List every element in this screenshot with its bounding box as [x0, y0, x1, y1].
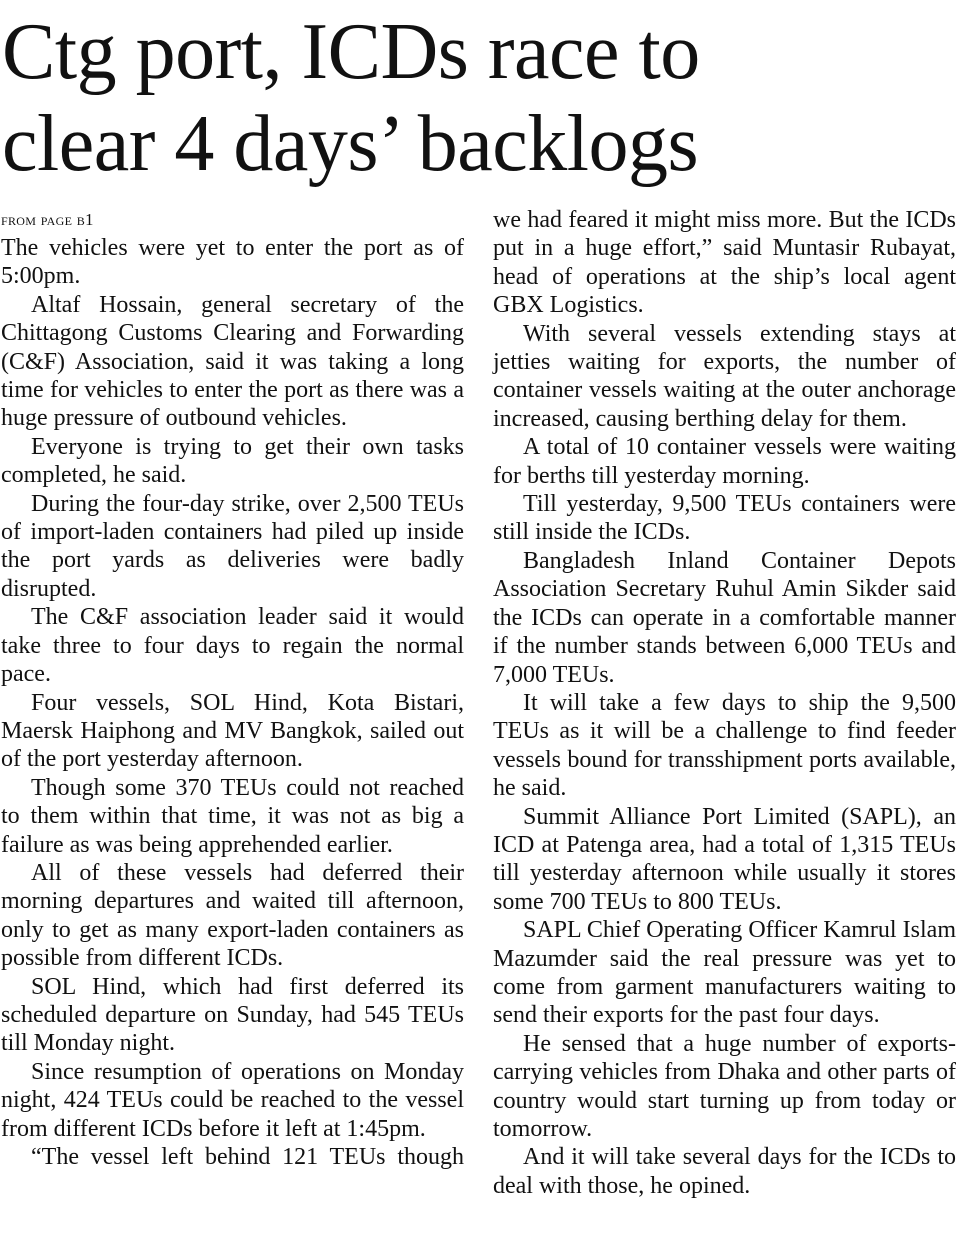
paragraph: It will take a few days to ship the 9,500 TEUs as it will be a challenge to find feeder vessels bound for transshipment ports available, he said. — [493, 689, 956, 802]
paragraph: Altaf Hossain, general secretary of the Chittagong Customs Clearing and Forwarding (C&F) Association, said it was taking a long time for vehicles to enter the port as there was a huge pressure of outbound vehicles. — [1, 291, 464, 432]
paragraph: He sensed that a huge number of exports-carrying vehicles from Dhaka and other parts of country would start turning up from today or tomorrow. — [493, 1030, 956, 1142]
paragraph: The vehicles were yet to enter the port as of 5:00pm. — [1, 235, 464, 290]
continuation-kicker: from page b1 — [1, 210, 94, 229]
paragraph: All of these vessels had deferred their morning departures and waited till afternoon, only to get as many export-laden containers as possible from different ICDs. — [1, 859, 464, 972]
paragraph: we had feared it might miss more. But the ICDs put in a huge effort,” said Muntasir Rubayat, head of operations at the ship’s local agent GBX Logistics. — [493, 207, 956, 319]
headline-line-1: Ctg port, ICDs race to — [2, 8, 700, 96]
paragraph: During the four-day strike, over 2,500 TEUs of import-laden containers had piled up inside the port yards as deliveries were badly disrupted. — [1, 490, 464, 602]
paragraph: Bangladesh Inland Container Depots Association Secretary Ruhul Amin Sikder said the ICDs can operate in a comfortable manner if the number stands between 6,000 TEUs and 7,000 TEUs. — [493, 547, 956, 688]
paragraph: Summit Alliance Port Limited (SAPL), an ICD at Patenga area, had a total of 1,315 TEUs till yesterday afternoon while usually it stores some 700 TEUs to 800 TEUs. — [493, 803, 956, 915]
paragraph: Till yesterday, 9,500 TEUs containers were still inside the ICDs. — [493, 491, 956, 546]
headline-line-2: clear 4 days’ backlogs — [2, 100, 699, 188]
paragraph: Everyone is trying to get their own tasks completed, he said. — [1, 433, 464, 489]
paragraph: And it will take several days for the ICDs to deal with those, he opined. — [493, 1144, 956, 1199]
article-column-left — [1, 206, 464, 1171]
headline — [2, 6, 952, 190]
paragraph: Though some 370 TEUs could not reached to them within that time, it was not as big a failure as was being apprehended earlier. — [1, 774, 464, 858]
paragraph: With several vessels extending stays at jetties waiting for exports, the number of container vessels waiting at the outer anchorage increased, causing berthing delay for them. — [493, 320, 956, 432]
paragraph: SAPL Chief Operating Officer Kamrul Islam Mazumder said the real pressure was yet to come from garment manufacturers waiting to send their exports for the past four days. — [493, 917, 956, 1029]
paragraph: SOL Hind, which had first deferred its scheduled departure on Sunday, had 545 TEUs till Monday night. — [1, 973, 464, 1057]
paragraph: A total of 10 container vessels were waiting for berths till yesterday morning. — [493, 434, 956, 489]
paragraph-continued: “The vessel left behind 121 TEUs though — [31, 1144, 464, 1170]
article-column-right — [493, 206, 956, 1200]
paragraph: The C&F association leader said it would take three to four days to regain the normal pace. — [1, 604, 464, 688]
paragraph: Since resumption of operations on Monday night, 424 TEUs could be reached to the vessel from different ICDs before it left at 1:45pm. — [1, 1058, 464, 1142]
paragraph: Four vessels, SOL Hind, Kota Bistari, Maersk Haiphong and MV Bangkok, sailed out of the port yesterday afternoon. — [1, 689, 464, 773]
